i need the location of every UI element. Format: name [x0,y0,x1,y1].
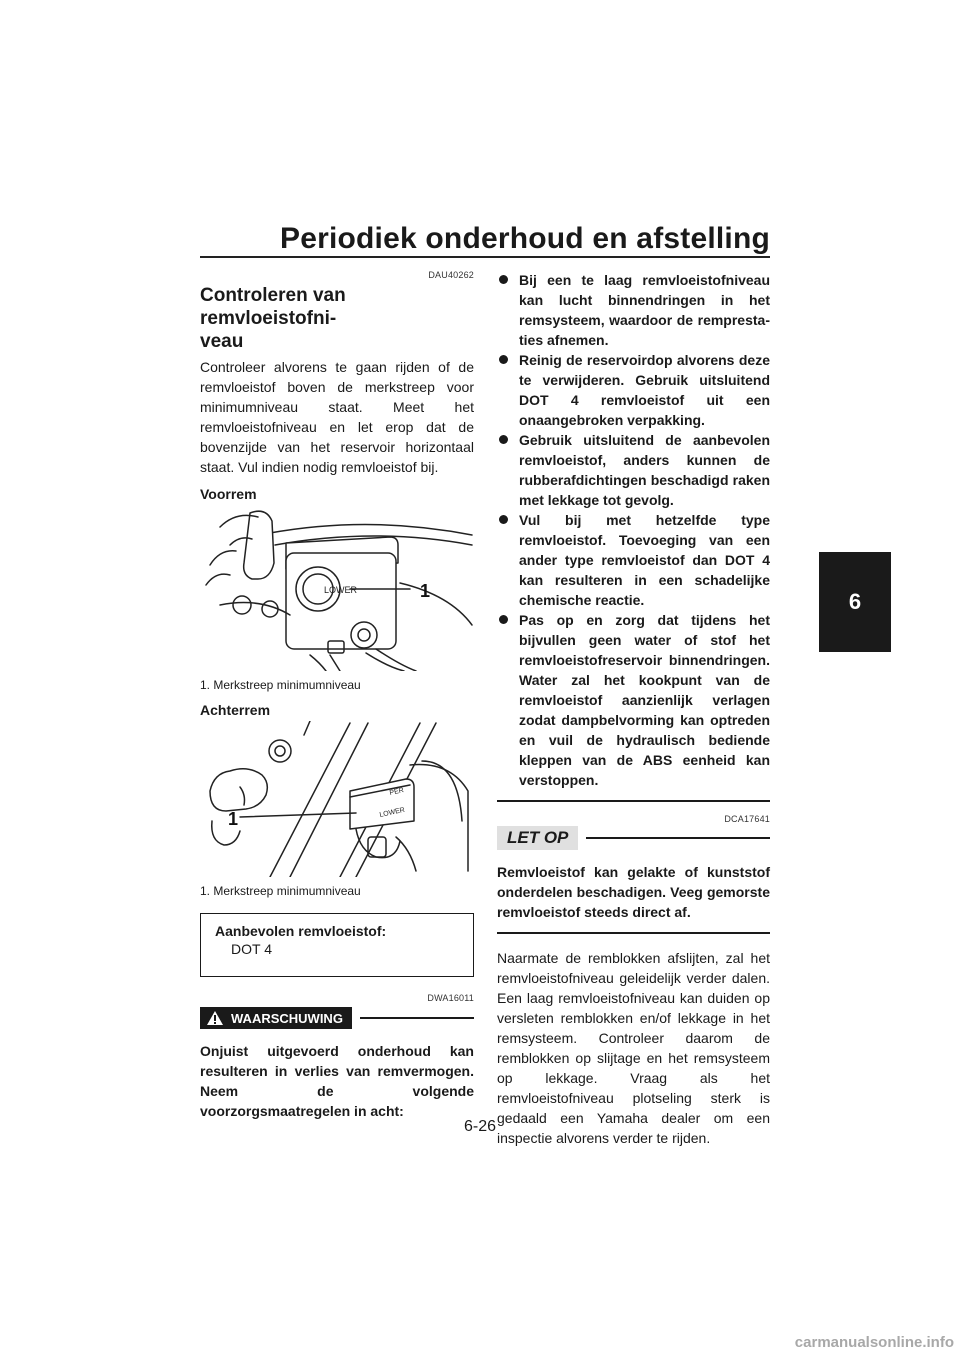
recommended-fluid-value: DOT 4 [231,941,272,957]
rear-figure-lower-label: LOWER [378,806,406,819]
list-item [497,350,770,430]
page-header-title: Periodiek onderhoud en afstelling [280,222,770,255]
section-title [200,284,474,353]
warning-bullet-text: Vul bij met hetzelfde type remvloeistof. Toevoeging van een ander type remvloeistof dan DOT 4 kan resulteren in een schadelijke chemische reactie. [519,512,770,608]
rear-brake-heading: Achterrem [200,702,271,718]
bullet-icon [499,275,508,284]
front-brake-heading: Voorrem [200,486,257,502]
section-code: DAU40262 [428,270,474,280]
list-item [497,610,770,790]
caution-end-rule [497,932,770,934]
front-figure-callout: 1 [420,581,431,601]
warning-end-rule [497,800,770,802]
rear-brake-reservoir-illustration [200,721,474,877]
list-item [497,270,770,350]
section-title-line2: veau [200,331,244,352]
bullet-icon [499,515,508,524]
warning-bullet-text: Pas op en zorg dat tijdens het bijvullen geen water of stof het remvloeistofreservoir binnendringen. Water zal het kookpunt van de remvloeistof aanzienlijk verlagen zodat dampbelvorming kan optreden en vuil de hydraulisch bediende kleppen van de ABS eenheid kan verstoppen. [519,612,770,788]
caution-code: DCA17641 [724,814,770,824]
bullet-icon [499,355,508,364]
header-rule [200,256,770,258]
warning-bullet-text: Bij een te laag remvloeistofniveau kan lucht binnendringen in het remsysteem, waardoor de remprestaties afnemen. [519,272,770,348]
warning-triangle-icon [206,1010,224,1026]
warning-bullet-text: Gebruik uitsluitend de aanbevolen remvloeistof, anders kunnen de rubberafdichtingen beschadigd raken met lekkage tot gevolg. [519,432,770,508]
closing-paragraph: Naarmate de remblokken afslijten, zal het remvloeistofniveau geleidelijk verder dalen. Een laag remvloeistofniveau kan duiden op versleten remblokken en/of lekkage in het remsysteem. Controleer daarom de remblokken op slijtage en het remsysteem op lekkage. Vraag als het remvloeistofniveau plotseling sterk is gedaald een Yamaha dealer om een inspectie alvorens verder te rijden. [497,950,770,1146]
rear-figure-upper-label: PER [388,787,405,797]
page-number: 6-26 [463,1118,497,1135]
warning-bullet-text: Reinig de reservoirdop alvorens deze te verwijderen. Gebruik uitsluitend DOT 4 remvloeistof uit een onaangebroken verpakking. [519,352,770,428]
left-column [200,270,474,1121]
chapter-tab[interactable]: 6 [819,552,891,652]
bullet-icon [499,435,508,444]
warning-bullet-list [497,270,770,790]
front-brake-caption: 1. Merkstreep minimumniveau [200,678,361,692]
caution-header-rule [586,837,770,839]
warning-code: DWA16011 [427,993,474,1003]
front-figure-lower-label: LOWER [324,585,358,595]
warning-label: WAARSCHUWING [231,1010,343,1026]
section-title-line1: Controleren van remvloeistofni- [200,285,346,329]
caution-header [497,826,770,850]
list-item [497,430,770,510]
section-intro: Controleer alvorens te gaan rijden of de remvloeistof boven de merkstreep voor minimumniveau staat. Meet het remvloeistofniveau en let erop dat de bovenzijde van het reservoir horizontaal staat. Vul indien nodig remvloeistof bij. [200,359,474,475]
warning-header-rule [360,1017,474,1019]
rear-brake-caption: 1. Merkstreep minimumniveau [200,884,361,898]
front-brake-reservoir-illustration [200,505,474,671]
warning-badge [200,1007,352,1029]
warning-header [200,1007,474,1029]
warning-text: Onjuist uitgevoerd onderhoud kan resulteren in verlies van remvermogen. Neem de volgende voorzorgsmaatregelen in acht: [200,1043,474,1119]
bullet-icon [499,615,508,624]
right-column [497,270,770,1148]
watermark: carmanualsonline.info [794,1334,954,1351]
list-item [497,510,770,610]
rear-figure-callout: 1 [228,809,239,829]
recommended-fluid-label: Aanbevolen remvloeistof: [215,923,387,939]
caution-badge: LET OP [497,826,578,850]
caution-text: Remvloeistof kan gelakte of kunststof onderdelen beschadigen. Veeg gemorste remvloeistof steeds direct af. [497,864,770,920]
recommended-fluid-box [200,913,474,977]
